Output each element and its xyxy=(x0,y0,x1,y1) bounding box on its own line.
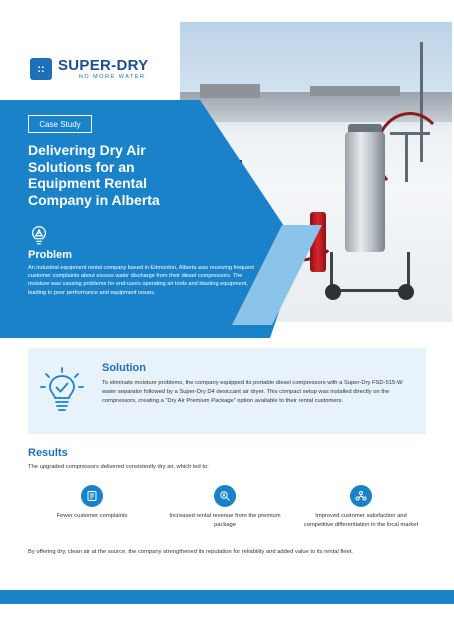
solution-text: To eliminate moisture problems, the company equipped its portable diesel compressors with a Super-Dry FSD-515-W water separator followed by a Super-Dry D4 desiccant air dryer. This compact setup was installed directly on the compressors, creating a “Dry Air Premium Package” option available to their rental customers. xyxy=(102,380,403,404)
alert-bulb-icon xyxy=(28,224,50,246)
page-title: Delivering Dry Air Solutions for an Equipment Rental Company in Alberta xyxy=(28,142,160,208)
footer-bar xyxy=(0,590,454,604)
solution-heading: Solution xyxy=(102,362,146,374)
problem-text: An industrial equipment rental company based in Edmonton, Alberta was receiving frequent customer complaints about excess water discharge from their diesel compressors. The moisture was causing problems for end-users operating air tools and blasting equipment, leading to poor performance and equipment issues. xyxy=(28,265,255,296)
results-intro: The upgraded compressors delivered consistently dry air, which led to: xyxy=(28,464,209,470)
photo-building xyxy=(310,86,400,96)
photo-wheel xyxy=(325,284,341,300)
complaint-badge-icon xyxy=(81,485,103,507)
result-label: Fewer customer complaints xyxy=(56,513,128,519)
results-heading: Results xyxy=(28,447,68,459)
result-label: Improved customer satisfaction and competitive differentiation in the local market xyxy=(303,513,419,528)
closing-statement: By offering dry, clean air at the source, the company strengthened its reputation for reliability and added value to its rental fleet. xyxy=(28,549,353,555)
revenue-search-icon xyxy=(214,485,236,507)
case-study-badge: Case Study xyxy=(28,115,92,133)
photo-building xyxy=(200,84,260,98)
problem-heading: Problem xyxy=(28,249,73,261)
super-dry-logo xyxy=(30,58,149,81)
photo-cart-frame xyxy=(330,252,410,292)
lightbulb-check-icon xyxy=(40,366,84,416)
network-people-icon xyxy=(350,485,372,507)
logo-name: SUPER-DRY xyxy=(58,57,149,74)
result-label: Increased rental revenue from the premium package xyxy=(169,513,281,528)
photo-dryer-tank xyxy=(345,132,385,252)
photo-wheel xyxy=(398,284,414,300)
logo-tagline: NO MORE WATER. xyxy=(78,74,149,80)
logo-mark-icon: :: xyxy=(30,58,52,80)
logo-text xyxy=(58,58,149,81)
photo-hose xyxy=(375,112,445,192)
